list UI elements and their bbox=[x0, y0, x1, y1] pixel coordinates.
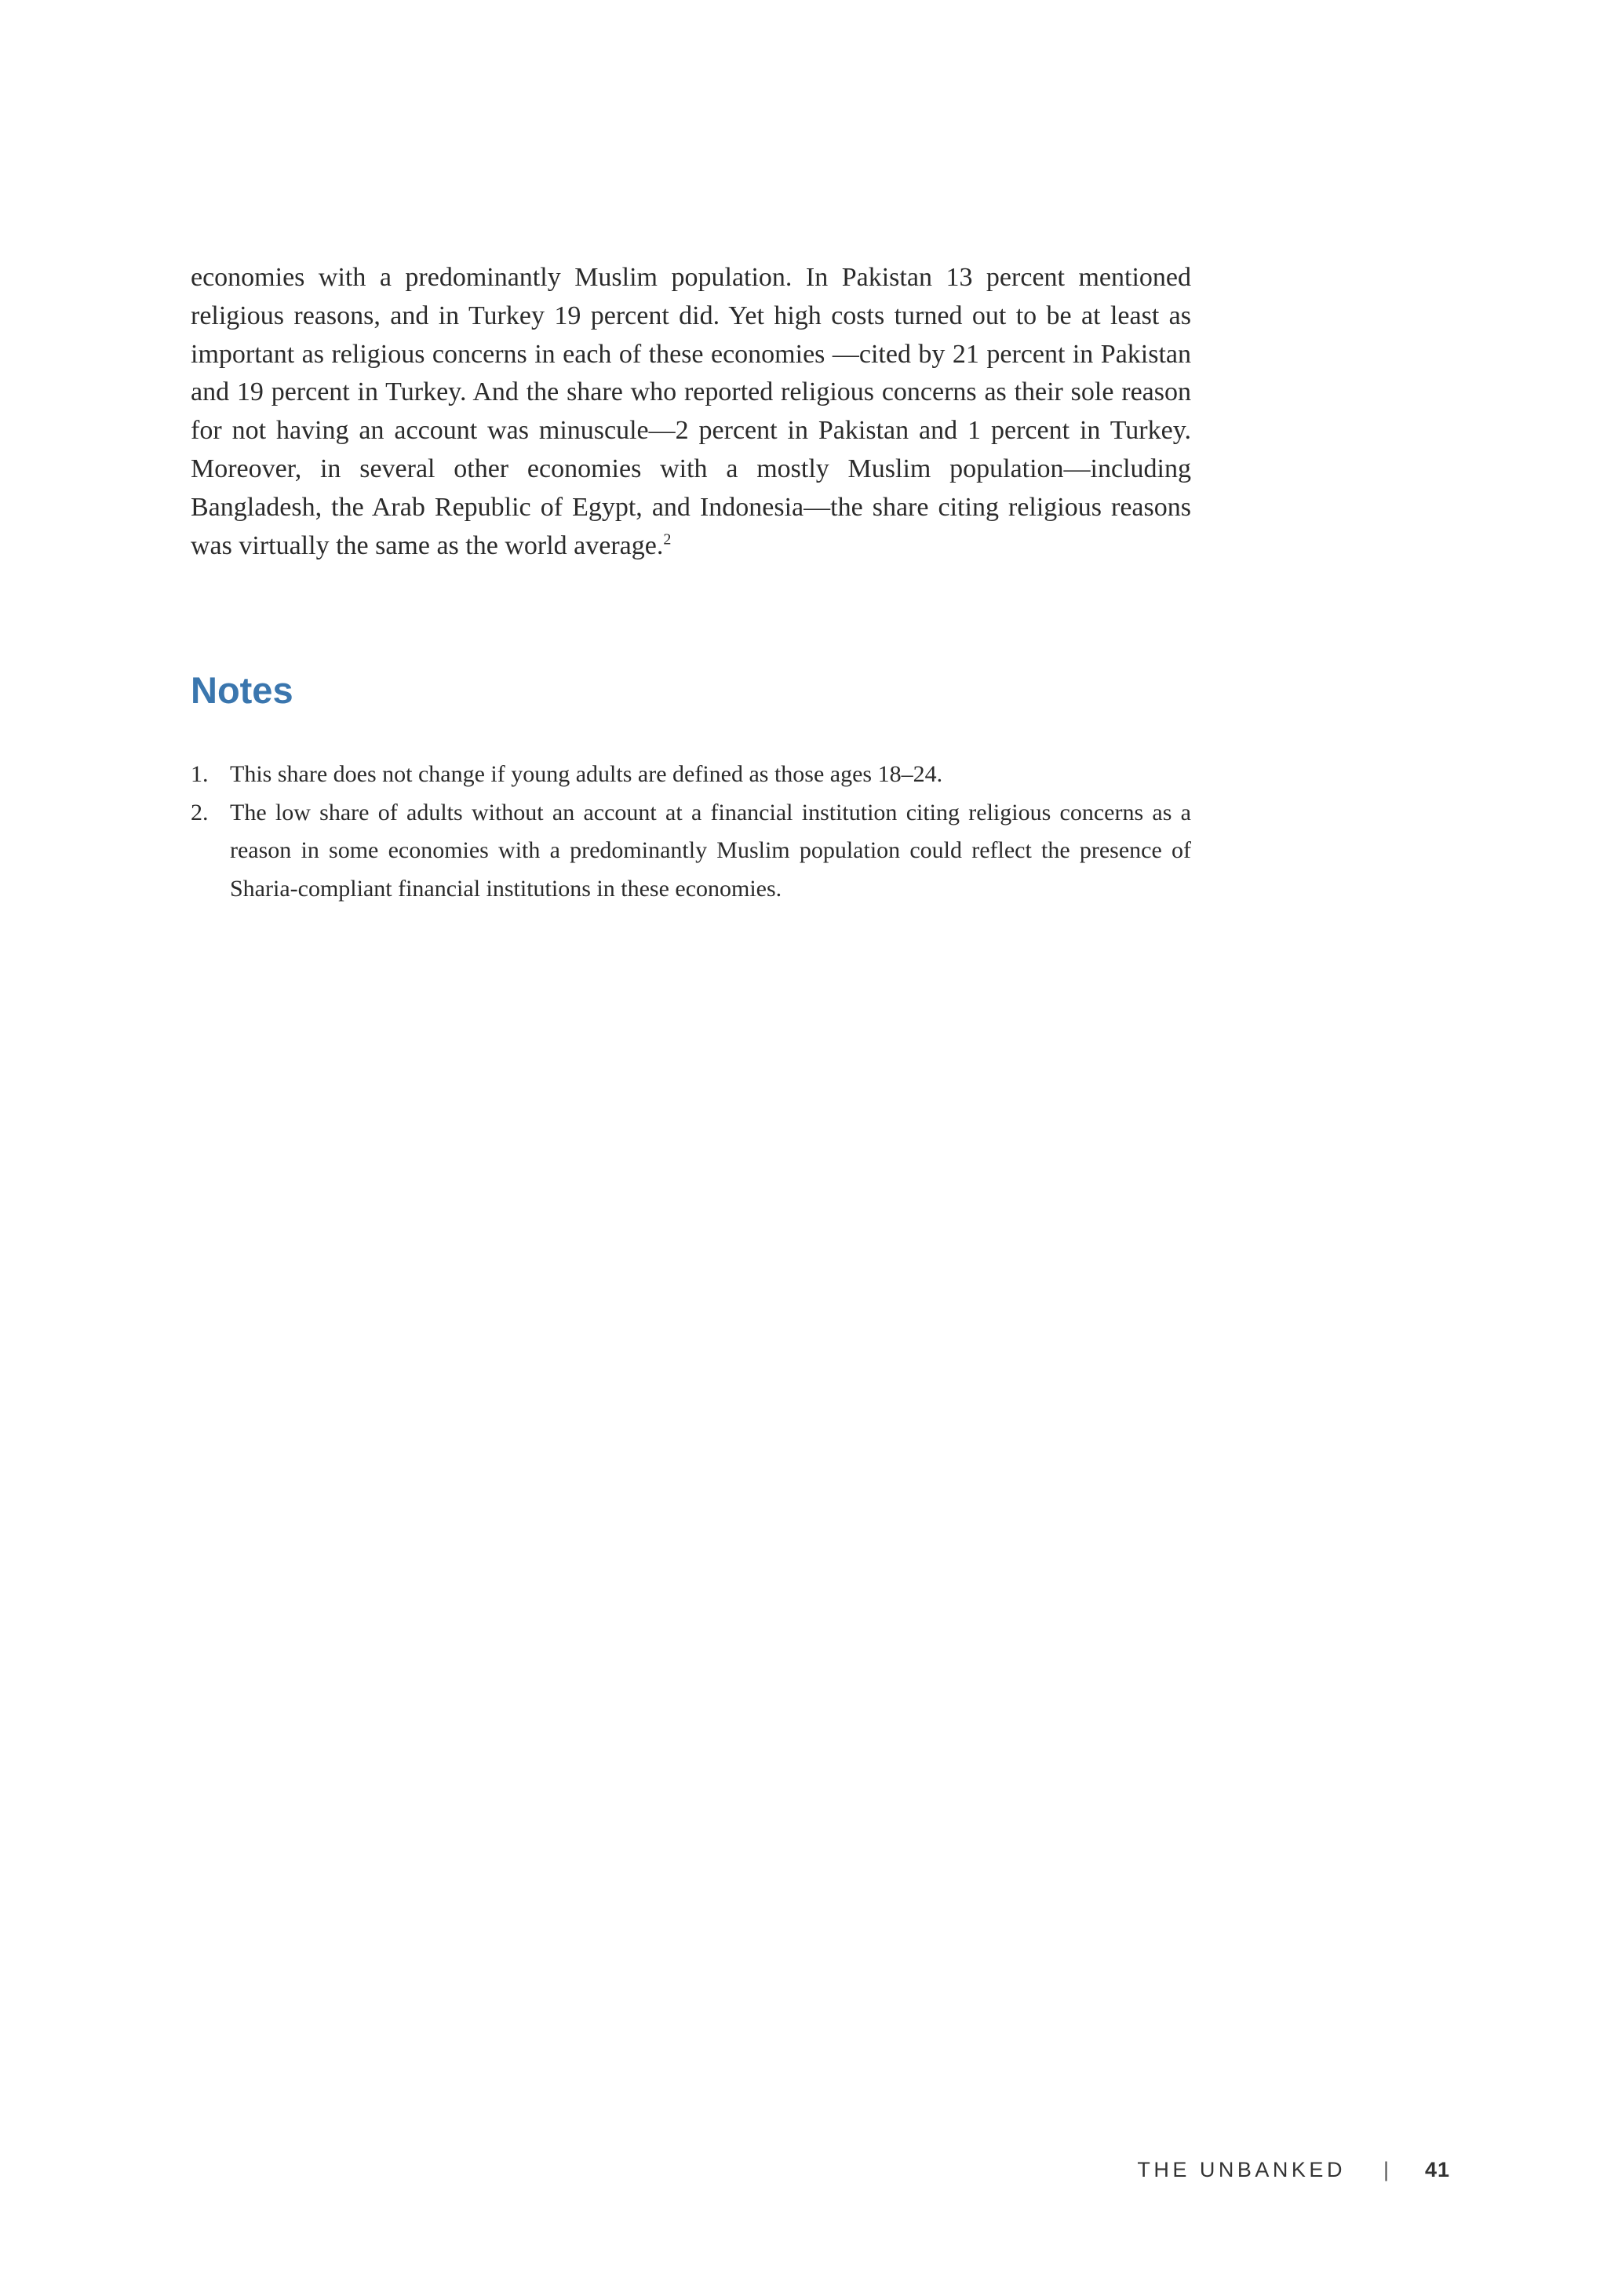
note-text: The low share of adults without an account at a financial institution citing religious concerns as a reason in some economies with a predominantly Muslim population could reflect the presence of Sharia-compliant financial institutions in these economies. bbox=[230, 799, 1191, 902]
page-footer bbox=[1137, 2156, 1450, 2183]
body-paragraph-text: economies with a predominantly Muslim population. In Pakistan 13 percent mentioned religious reasons, and in Turkey 19 percent did. Yet high costs turned out to be at least as important as religious concerns in each of these economies —cited by 21 percent in Pakistan and 19 percent in Turkey. And the share who reported religious concerns as their sole reason for not having an account was minuscule—2 percent in Pakistan and 1 percent in Turkey. Moreover, in several other economies with a mostly Muslim population—including Bangladesh, the Arab Republic of Egypt, and Indonesia—the share citing religious reasons was virtually the same as the world average. bbox=[191, 263, 1191, 560]
note-number: 1. bbox=[191, 761, 209, 787]
footnote-reference[interactable]: 2 bbox=[663, 530, 672, 548]
note-item bbox=[191, 756, 1191, 794]
notes-list bbox=[191, 756, 1191, 908]
note-number: 2. bbox=[191, 799, 209, 825]
body-paragraph bbox=[191, 259, 1191, 565]
page-number: 41 bbox=[1424, 2158, 1450, 2181]
note-item bbox=[191, 794, 1191, 909]
footer-separator: | bbox=[1383, 2158, 1389, 2181]
note-text: This share does not change if young adults are defined as those ages 18–24. bbox=[230, 761, 943, 787]
notes-heading: Notes bbox=[191, 669, 293, 711]
footer-section-title: THE UNBANKED bbox=[1137, 2158, 1346, 2181]
